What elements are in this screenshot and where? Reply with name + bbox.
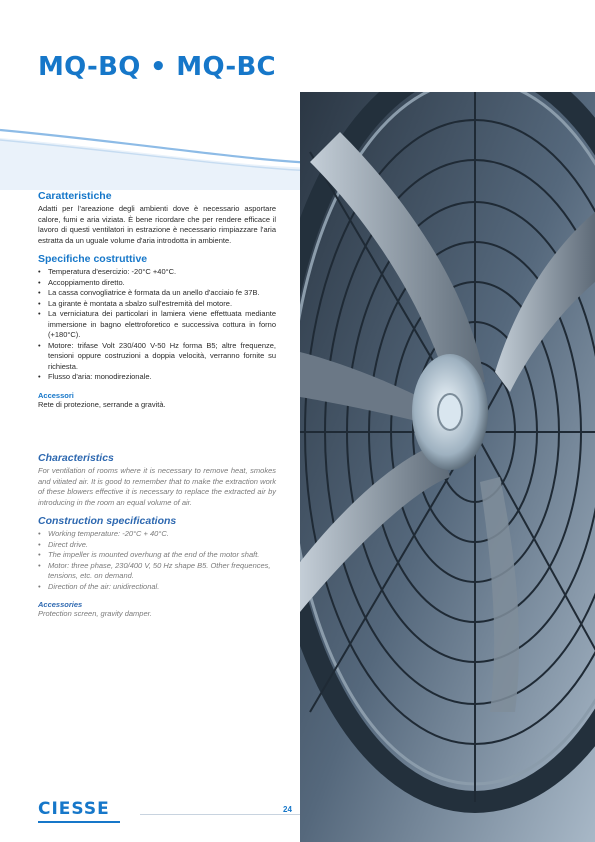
accessori-heading: Accessori xyxy=(38,390,74,400)
specifiche-item: • Motore: trifase Volt 230/400 V-50 Hz forma B5; altre frequenze, tensioni oppure costruzioni a doppia velocità, verranno fornite su richiesta. xyxy=(38,341,276,373)
english-section xyxy=(38,452,276,620)
characteristics-heading: Characteristics xyxy=(38,452,114,464)
page-number: 24 xyxy=(283,805,292,814)
specifiche-item: • La girante è montata a sbalzo sull'estremità del motore. xyxy=(38,299,276,310)
specifiche-heading: Specifiche costruttive xyxy=(38,253,148,265)
construction-item: • Direction of the air: unidirectional. xyxy=(38,582,276,593)
specifiche-item: • Temperatura d'esercizio: -20°C +40°C. xyxy=(38,267,276,278)
accessories-heading: Accessories xyxy=(38,600,83,609)
accessories-text: Protection screen, gravity damper. xyxy=(38,609,152,618)
fan-photo xyxy=(300,92,595,842)
construction-list xyxy=(38,529,276,592)
logo-underline xyxy=(38,821,120,823)
construction-item: • Working temperature: -20°C + 40°C. xyxy=(38,529,276,540)
specifiche-item: • Flusso d'aria: monodirezionale. xyxy=(38,372,276,383)
specifiche-item: • Accoppiamento diretto. xyxy=(38,278,276,289)
footer-divider xyxy=(140,814,300,815)
construction-item: • Motor: three phase, 230/400 V, 50 Hz shape B5. Other frequences, tensions, etc. on demand. xyxy=(38,561,276,582)
italian-section xyxy=(38,190,276,410)
specifiche-list xyxy=(38,267,276,383)
page-title: MQ-BQ • MQ-BC xyxy=(38,52,276,82)
characteristics-text: For ventilation of rooms where it is necessary to remove heat, smokes and vitiated air. It is good to remember that to make the extraction work of these blowers effective it is necessary to replace the extracted air by introducing in the room an equal volume of air. xyxy=(38,466,276,507)
construction-item: • The impeller is mounted overhung at the end of the motor shaft. xyxy=(38,550,276,561)
construction-heading: Construction specifications xyxy=(38,515,177,527)
specifiche-item: • La cassa convogliatrice è formata da un anello d'acciaio fe 37B. xyxy=(38,288,276,299)
caratteristiche-heading: Caratteristiche xyxy=(38,190,112,202)
caratteristiche-text: Adatti per l'areazione degli ambienti dove è necessario asportare calore, fumi e aria viziata. È bene ricordare che per rendere efficace il lavoro di questi ventilatori in estrazione è necessario rimpiazzare l'aria estratta da un uguale volume d'aria introdotta in ambiente. xyxy=(38,204,276,245)
ciesse-logo: CIESSE xyxy=(38,799,110,819)
accessori-text: Rete di protezione, serrande a gravità. xyxy=(38,399,166,409)
construction-item: • Direct drive. xyxy=(38,540,276,551)
specifiche-item: • La verniciatura dei particolari in lamiera viene effettuata mediante immersione in bagno elettroforetico e successiva cottura in forno (+180°C). xyxy=(38,309,276,341)
